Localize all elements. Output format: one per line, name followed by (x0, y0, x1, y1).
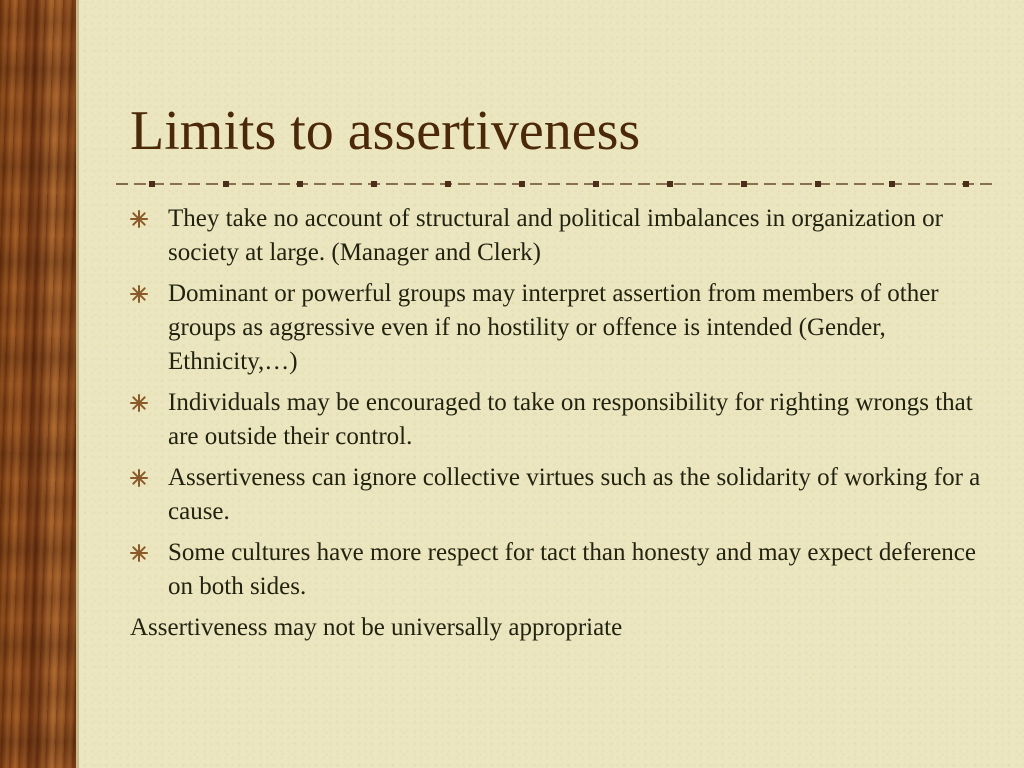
bullet-item (130, 461, 1000, 529)
bullet-text: They take no account of structural and political imbalances in organization or society at large. (Manager and Clerk) (168, 205, 943, 266)
bullet-text: Dominant or powerful groups may interpret assertion from members of other groups as aggressive even if no hostility or offence is intended (Gender, Ethnicity,…) (168, 280, 939, 375)
asterisk-icon (130, 394, 148, 412)
divider-dot (519, 181, 525, 187)
asterisk-icon (130, 544, 148, 562)
divider-dot (371, 181, 377, 187)
bullet-item (130, 202, 1000, 270)
asterisk-icon (130, 285, 148, 303)
divider-dot (889, 181, 895, 187)
bullet-text: Some cultures have more respect for tact than honesty and may expect deference on both sides. (168, 539, 976, 600)
bullet-item (130, 536, 1000, 604)
divider-dot (223, 181, 229, 187)
divider-dot (445, 181, 451, 187)
bullet-text: Individuals may be encouraged to take on responsibility for righting wrongs that are outside their control. (168, 389, 973, 450)
closing-statement: Assertiveness may not be universally appropriate (130, 614, 623, 641)
divider-dot (667, 181, 673, 187)
divider-dot (297, 181, 303, 187)
wood-strip-edge (76, 0, 79, 768)
bullet-item (130, 277, 1000, 379)
divider-dot (741, 181, 747, 187)
slide-title: Limits to assertiveness (130, 100, 641, 162)
bullet-text: Assertiveness can ignore collective virtues such as the solidarity of working for a cause. (168, 464, 981, 525)
asterisk-icon (130, 210, 148, 228)
dash-dot-divider (116, 176, 996, 192)
divider-dot (815, 181, 821, 187)
asterisk-icon (130, 469, 148, 487)
wood-grain-strip (0, 0, 76, 768)
bullet-list (130, 202, 1000, 645)
divider-dot (593, 181, 599, 187)
bullet-item (130, 386, 1000, 454)
divider-dot (963, 181, 969, 187)
divider-dot (149, 181, 155, 187)
